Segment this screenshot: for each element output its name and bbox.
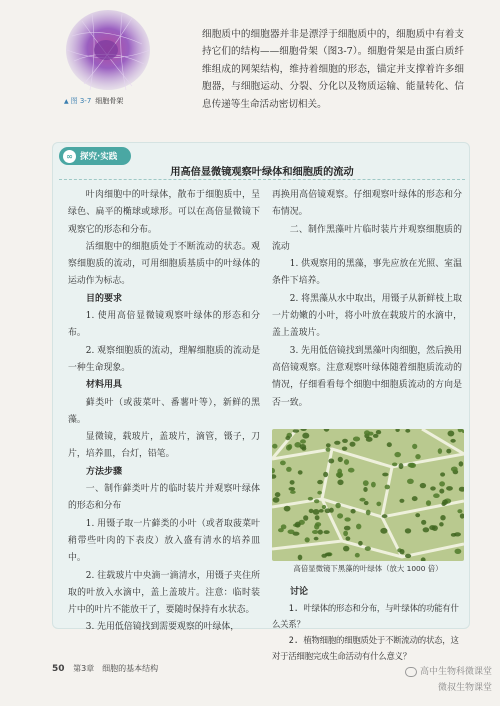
watermark [405, 664, 492, 696]
body-paragraph: 3. 先用低倍镜找到黑藻叶肉细胞，然后换用高倍镜观察。注意观察叶绿体随着细胞质流动的情况，仔细看看每个细胞中细胞质流动的方向是否一致。 [272, 345, 462, 408]
watermark-line2: 微叔生物课堂 [437, 683, 492, 693]
left-column [68, 187, 260, 637]
body-paragraph: 1. 用镊子取一片藓类的小叶（或者取菠菜叶稍带些叶肉的下表皮）放入盛有清水的培养皿中。 [68, 518, 260, 564]
right-column [272, 187, 462, 412]
body-paragraph: 一、制作藓类叶片的临时装片并观察叶绿体的形态和分布 [68, 484, 260, 512]
divider [59, 179, 465, 180]
magnifier-icon: ∞ [63, 150, 76, 163]
body-paragraph: 1. 供观察用的黑藻，事先应放在光照、室温条件下培养。 [272, 259, 462, 287]
figure-label: 图 3-7 [70, 97, 92, 105]
section-heading: 目的要求 [86, 293, 123, 304]
discussion-title: 讨论 [290, 587, 309, 597]
body-paragraph: 2. 观察细胞质的流动，理解细胞质的流动是一种生命现象。 [68, 345, 260, 373]
intro-paragraph: 细胞质中的细胞器并非是漂浮于细胞质中的，细胞质中有着支持它们的结构——细胞骨架（图3-7）。细胞骨架是由蛋白质纤维组成的网架结构，维持着细胞的形态，锚定并支撑着许多细胞器，与细胞运动、分裂、分化以及物质运输、能量转化、信息传递等生命活动密切相关。 [202, 29, 464, 110]
watermark-line1: 高中生物科微课堂 [419, 667, 492, 677]
chapter-title: 第3章 细胞的基本结构 [73, 664, 159, 673]
body-paragraph: 3. 先用低倍镜找到需要观察的叶绿体， [85, 622, 240, 633]
body-paragraph: 藓类叶（或菠菜叶、番薯叶等），新鲜的黑藻。 [68, 397, 260, 425]
discussion-section [272, 584, 464, 664]
micrograph-image [272, 429, 464, 561]
page-number: 50 [52, 664, 65, 674]
figure-name: 细胞骨架 [95, 97, 124, 105]
body-paragraph: 1. 使用高倍显微镜观察叶绿体的形态和分布。 [68, 311, 260, 339]
badge-label: 探究·实践 [80, 152, 118, 162]
inquiry-box [52, 142, 470, 661]
section-heading: 方法步骤 [86, 466, 123, 477]
micrograph-caption: 高倍显微镜下黑藻的叶绿体（放大 1000 倍） [293, 564, 443, 573]
discussion-item: 2. 植物细胞的细胞质处于不断流动的状态，这对于活细胞完成生命活动有什么意义？ [272, 635, 459, 661]
figure-caption [64, 96, 123, 106]
body-paragraph: 2. 将黑藻从水中取出，用镊子从新鲜枝上取一片幼嫩的小叶，将小叶放在载玻片的水滴中，盖上盖玻片。 [272, 293, 462, 339]
body-paragraph: 二、制作黑藻叶片临时装片并观察细胞质的流动 [272, 224, 462, 252]
body-paragraph: 活细胞中的细胞质处于不断流动的状态。观察细胞质的流动，可用细胞质基质中的叶绿体的运动作为标志。 [68, 241, 260, 287]
triangle-icon: ▲ [64, 98, 69, 105]
discussion-item: 1. 叶绿体的形态和分布，与叶绿体的功能有什么关系？ [272, 603, 459, 629]
body-paragraph: 显微镜，载玻片，盖玻片，滴管，镊子，刀片，培养皿，台灯，铅笔。 [68, 432, 260, 460]
page-footer [52, 663, 158, 674]
section-heading: 材料用具 [86, 380, 123, 391]
body-paragraph: 再换用高倍镜观察。仔细观察叶绿体的形态和分布情况。 [272, 190, 462, 218]
body-paragraph: 叶肉细胞中的叶绿体，散布于细胞质中，呈绿色、扁平的椭球或球形。可以在高倍显微镜下观察它的形态和分布。 [68, 190, 260, 235]
body-paragraph: 2. 往载玻片中央滴一滴清水，用镊子夹住所取的叶放入水滴中，盖上盖玻片。注意：临时装片中的叶片不能放干了，要随时保持有水状态。 [68, 570, 260, 616]
box-title: 用高倍显微镜观察叶绿体和细胞质的流动 [170, 167, 354, 178]
cytoskeleton-figure [62, 6, 154, 96]
wechat-icon [405, 667, 417, 677]
